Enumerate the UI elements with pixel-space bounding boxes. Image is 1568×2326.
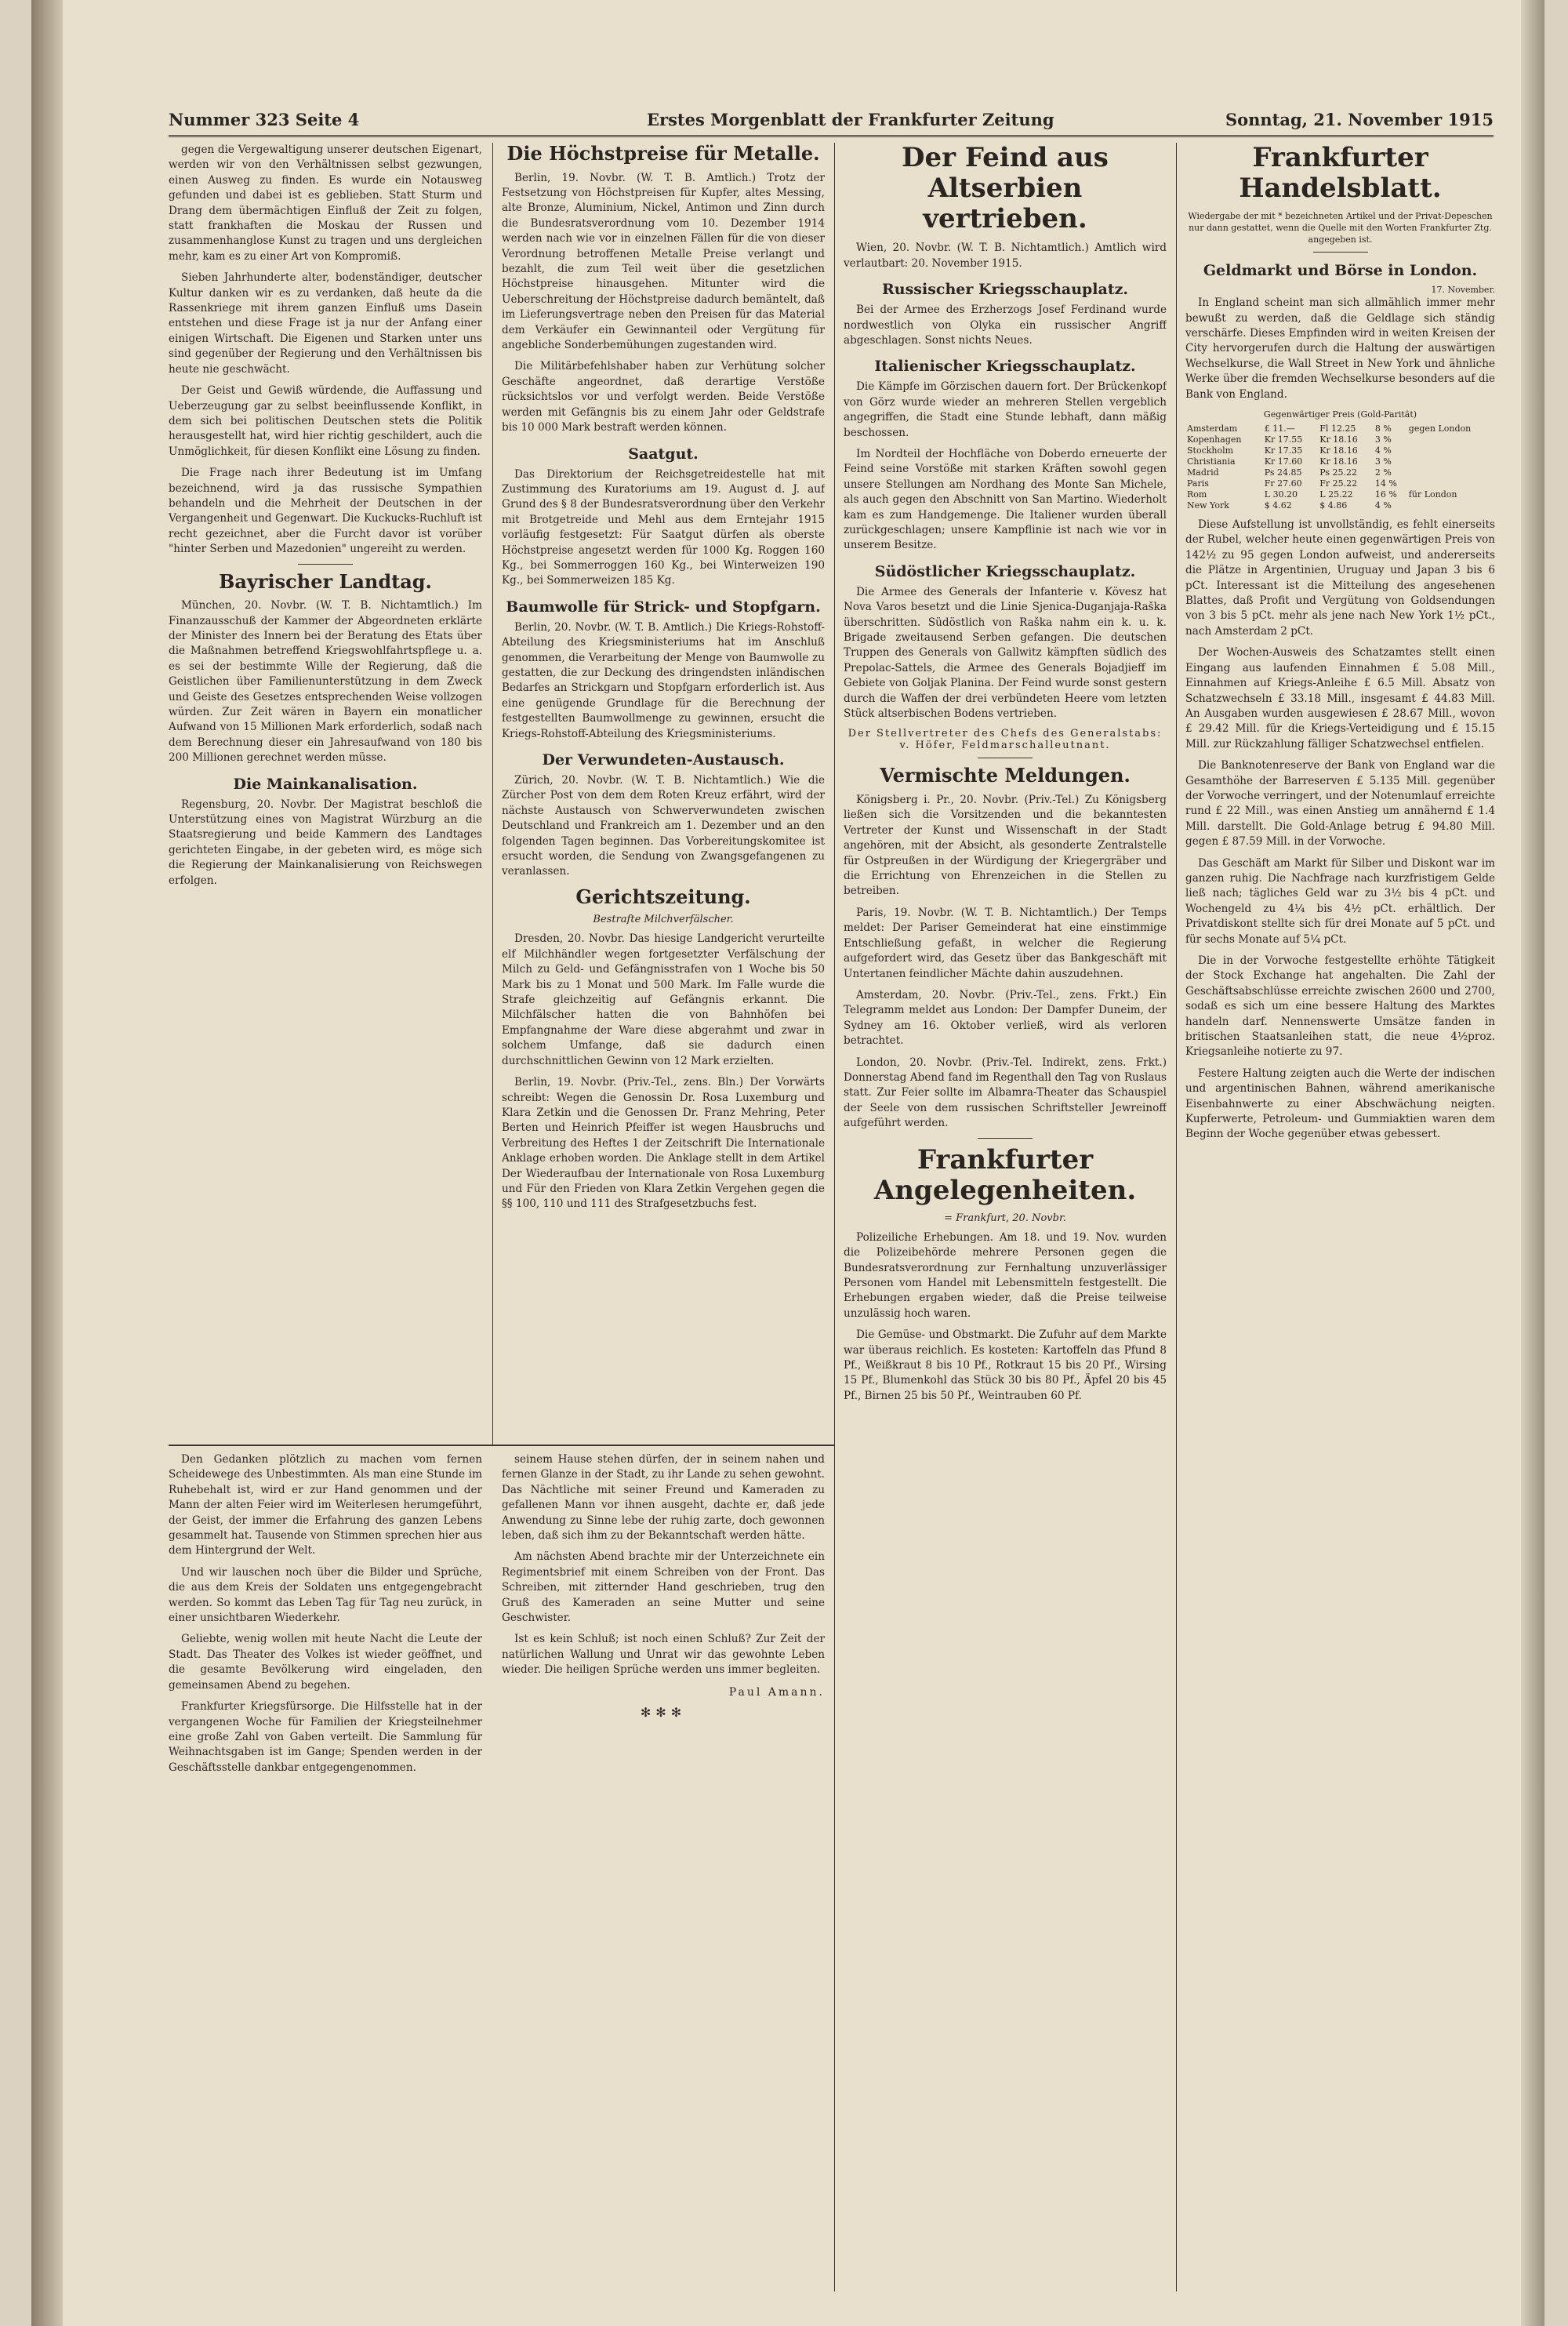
article-paragraph: Die Kämpfe im Görzischen dauern fort. Der Brückenkopf von Görz wurde wieder an mehreren Stellen vergeblich angegriffen, die Stadt eine Stunde lebhaft, dann mäßig beschossen. (844, 380, 1167, 439)
table-cell-b: Kr 18.16 (1319, 434, 1358, 445)
table-cell-b: $ 4.86 (1319, 500, 1348, 511)
headline-bavarian-landtag: Bayrischer Landtag. (219, 569, 432, 593)
dateline: = Frankfurt, 20. Novbr. (944, 1212, 1066, 1224)
section-divider (978, 1138, 1033, 1139)
article-paragraph: Sieben Jahrhunderte alter, bodenständiger, deutscher Kultur danken wir es zu verdanken, daß heute da die Rassenkriege mit ihrem ganzen Einfluß ums Dasein entstehen und diese Frage ist ja nur der Anfang einer einigen Wirtschaft. Die Eigenen und Starken unter uns sind gegenüber der Regierung und den Verhältnissen bis heute nie geschwächt. (169, 271, 482, 376)
feuilleton-rule (169, 1445, 835, 1446)
article-paragraph: Festere Haltung zeigten auch die Werte der indischen und argentinischen Bahnen, während amerikanische Eisenbahnwerte zu einer Abschwächung neigten. Kupferwerte, Petroleum- und Gummiaktien waren dem Beginn der Woche gegenüber etwas gebessert. (1185, 1067, 1495, 1141)
headline-main-canal: Die Mainkanalisation. (233, 775, 418, 793)
article-paragraph: seinem Hause stehen dürfen, der in seinem nahen und fernen Glanze in der Stadt, zu ihr Lande zu sehen gewohnt. Das Nächtliche mit seiner Freund und Kameraden zu gefallenen Mann vor ihnen ausgeht, dachte er, daß jede Anwendung zu Sinne lebe der ruhig zarte, doch gewonnen leben, daß sich ihm zu der Bekanntschaft werden hätte. (502, 1453, 825, 1543)
author-signature: Paul Amann. (728, 1685, 825, 1699)
table-cell-d (1407, 500, 1495, 511)
exchange-rates-table (1185, 423, 1495, 511)
article-paragraph: Im Nordteil der Hochfläche von Doberdo erneuerte der Feind seine Vorstöße mit starken Kräften sowohl gegen unsere Stellungen am Nordhang des Monte San Michele, als auch gegen den Abschnitt von San Martino. Wiederholt kam es zum Handgemenge. Die Italiener wurden überall zurückgeschlagen; unsere Kampflinie ist nach wie vor in unserem Besitze. (844, 447, 1167, 552)
table-cell-d (1407, 445, 1495, 456)
table-cell-c: 3 % (1374, 456, 1392, 467)
table-cell-place: Kopenhagen (1187, 434, 1242, 445)
dateline: 17. November. (1431, 285, 1495, 296)
article-paragraph: Die Frage nach ihrer Bedeutung ist im Umfang bezeichnend, wird ja das russische Sympathien behandeln und die Mehrheit der Deutschen in der Vergangenheit und Gegenwart. Die Kuckucks-Ruchluft ist recht gezeichnet, aber die Furcht davor ist vorüber "hinter Serben und Mazedonien" ungereiht zu werden. (169, 467, 482, 556)
article-paragraph: Der Geist und Gewiß würdende, die Auffassung und Ueberzeugung gar zu selbst beeinflussende Konflikt, in dem sich bei politischen Deutschen stets die Politik herausgestellt hat, wird hier richtig geschildert, auch die Unmöglichkeit, für diesen Konflikt eine Lösung zu finden. (169, 384, 482, 458)
column-1 (169, 143, 482, 1437)
table-cell-c: 16 % (1374, 489, 1397, 500)
article-paragraph: Wien, 20. Novbr. (W. T. B. Nichtamtlich.) Amtlich wird verlautbart: 20. November 1915. (844, 242, 1167, 270)
reprint-notice: Wiedergabe der mit * bezeichneten Artikel und der Privat-Depeschen nur dann gestattet, wenn die Quelle mit den Worten Frankfurter Ztg. angegeben ist. (1188, 211, 1493, 245)
table-row (1185, 445, 1495, 456)
newspaper-page (31, 0, 1544, 2326)
article-paragraph: Paris, 19. Novbr. (W. T. B. Nichtamtlich.) Der Temps meldet: Der Pariser Gemeinderat hat eine einstimmige Entschließung gefaßt, in welcher die Regierung aufgefordert wird, das Gesetz über das Bankgeschäft mit Untertanen feindlicher Mächte dahin auszudehnen. (844, 906, 1167, 980)
headline-southeast-front: Südöstlicher Kriegsschauplatz. (874, 562, 1136, 580)
article-paragraph: Dresden, 20. Novbr. Das hiesige Landgericht verurteilte elf Milchhändler wegen fortgesetzter Verfälschung der Milch zu Geld- und Gefängnisstrafen von 1 Woche bis 50 Mark bis zu 1 Monat und 500 Mark. Im Falle wurde die Strafe gleichzeitig auf Gefängnis erkannt. Die Milchfälscher hatten die von Bahnhöfen bei Empfangnahme der Ware diese abgerahmt und zwar in solchem Umfange, daß sie dadurch einen durchschnittlichen Gewinn von 12 Mark erzielten. (502, 932, 825, 1067)
headline-italian-front: Italienischer Kriegsschauplatz. (874, 358, 1136, 376)
headline-russian-front: Russischer Kriegsschauplatz. (881, 281, 1129, 299)
article-paragraph: Das Geschäft am Markt für Silber und Diskont war im ganzen ruhig. Die Nachfrage nach kurzfristigem Gelde ließ nach; tägliches Geld war zu 3½ bis 4 pCt. und Wochengeld zu 4¼ bis 4½ pCt. erhältlich. Der Privatdiskont stellte sich für drei Monate auf 5 pCt. und für sechs Monate auf 5¼ pCt. (1185, 856, 1495, 946)
article-paragraph: Königsberg i. Pr., 20. Novbr. (Priv.-Tel.) Zu Königsberg ließen sich die Vorsitzenden und die bekanntesten Vertreter der Kunst und Wissenschaft in der Stadt angehören, mit der Absicht, als gesonderte Zentralstelle für Ostpreußen in der Würdigung der Kriegergräber und die Errichtung von Ehrenzeichen in die Stellen zu betreiben. (844, 794, 1167, 898)
table-cell-a: Ps 24.85 (1264, 467, 1302, 478)
table-row (1185, 500, 1495, 511)
article-paragraph: Am nächsten Abend brachte mir der Unterzeichnete ein Regimentsbrief mit einem Schreiben von der Front. Das Schreiben, mit zitternder Hand geschrieben, trug den Gruß des Kameraden an seine Mutter und seine Geschwister. (502, 1550, 825, 1625)
headline-trade-section: Frankfurter Handelsblatt. (1239, 143, 1442, 205)
article-paragraph: Frankfurter Kriegsfürsorge. Die Hilfsstelle hat in der vergangenen Woche für Familien der Kriegsteilnehmer eine große Zahl von Gaben verteilt. Die Sammlung für Weihnachtsgaben ist im Gange; Spenden werden in der Geschäftsstelle dankbar entgegengenommen. (169, 1700, 482, 1774)
signoff: Der Stellvertreter des Chefs des Generalstabs: v. Höfer, Feldmarschalleutnant. (848, 728, 1163, 752)
article-paragraph: Berlin, 19. Novbr. (W. T. B. Amtlich.) Trotz der Festsetzung von Höchstpreisen für Kupfer, altes Messing, alte Bronze, Aluminium, Nickel, Antimon und Zinn durch die Bundesratsverordnung vom 10. Dezember 1914 werden nach wie vor in einzelnen Fällen für die von dieser Verordnung betroffenen Metalle Preise verlangt und bezahlt, die zum Teil weit über die gesetzlichen Höchstpreise hinausgehen. Mitunter wird die Ueberschreitung der Höchstpreise dadurch bemäntelt, daß im Lieferungsvertrage neben den Preisen für das Material dem Verkäufer ein Gewinnanteil oder Vergütung für angebliche Sonderbemühungen zugestanden wird. (502, 171, 825, 352)
headline-metal-prices: Die Höchstpreise für Metalle. (506, 143, 820, 165)
subheadline: Bestrafte Milchverfälscher. (593, 914, 734, 926)
feuilleton-left (169, 1452, 482, 2276)
table-cell-b: Fr 25.22 (1319, 478, 1358, 489)
article-paragraph: Die Gemüse- und Obstmarkt. Die Zufuhr auf dem Markte war überaus reichlich. Es kosteten: Kartoffeln das Pfund 8 Pf., Weißkraut 8 bis 10 Pf., Rotkraut 15 bis 20 Pf., Wirsing 15 Pf., Blumenkohl das Stück 30 bis 80 Pf., Äpfel 20 bis 45 Pf., Birnen 25 bis 50 Pf., Weintrauben 60 Pf. (844, 1328, 1167, 1402)
table-cell-place: Amsterdam (1187, 423, 1238, 434)
table-row (1185, 423, 1495, 434)
table-cell-a: Kr 17.35 (1264, 445, 1303, 456)
table-cell-a: £ 11.— (1264, 423, 1295, 434)
table-cell-place: Rom (1187, 489, 1207, 500)
table-cell-place: Christiania (1187, 456, 1236, 467)
column-rule (492, 143, 493, 1445)
article-paragraph: Geliebte, wenig wollen mit heute Nacht die Leute der Stadt. Das Theater des Volkes ist wieder geöffnet, und die gesamte Bevölkerung wird eingeladen, den gemeinsamen Abend zu begehen. (169, 1633, 482, 1692)
article-paragraph: Zürich, 20. Novbr. (W. T. B. Nichtamtlich.) Wie die Zürcher Post von dem dem Roten Kreuz erfährt, wird der nächste Austausch von Schwerverwundeten zwischen Deutschland und Frankreich am 1. Dezember und an den folgenden Tagen beginnen. Das Vorbereitungskomitee ist ersucht worden, die Sendung von Zwangsgefangenen zu veranlassen. (502, 774, 825, 878)
page-edge (1521, 0, 1544, 2326)
headline-cotton: Baumwolle für Strick- und Stopfgarn. (506, 598, 821, 616)
ornament-stars: ✻✻✻ (640, 1704, 687, 1720)
table-caption: Gegenwärtiger Preis (Gold-Parität) (1263, 409, 1417, 420)
table-cell-b: Fl 12.25 (1319, 423, 1356, 434)
headline-court-news: Gerichtszeitung. (575, 885, 751, 908)
table-cell-d: für London (1408, 489, 1457, 500)
article-paragraph: Diese Aufstellung ist unvollständig, es fehlt einerseits der Rubel, welcher heute einen gegenwärtigen Preis von 142½ zu 95 gegen London aufweist, und andererseits die Plätze in Argentinien, Uruguay und Japan 3 bis 6 pCt. Interessant ist die Mitteilung des angesehenen Blattes, daß Profit und Vergütung von Goldsendungen von 3 bis 5 pCt. mehr als jene nach New York 1½ pCt., nach Amsterdam 2 pCt. (1185, 518, 1495, 638)
table-row (1185, 489, 1495, 500)
section-divider (298, 564, 353, 565)
column-rule (1176, 143, 1177, 2291)
table-cell-b: Kr 18.16 (1319, 456, 1358, 467)
article-paragraph: Polizeiliche Erhebungen. Am 18. und 19. Nov. wurden die Polizeibehörde mehrere Personen gegen die Bundesratsverordnung zur Fernhaltung unzuverlässiger Personen vom Handel mit Lebensmitteln festgestellt. Die Erhebungen ergaben wieder, daß die Preise teilweise unzulässig hoch waren. (844, 1230, 1167, 1320)
article-paragraph: Regensburg, 20. Novbr. Der Magistrat beschloß die Unterstützung eines von Magistrat Würzburg an die Staatsregierung und beide Kammern des Landtages gerichteten Eingabe, in der gebeten wird, es möge sich die Regierung der Mainkanalisierung von Reichswegen erfolgen. (169, 798, 482, 887)
table-cell-b: Kr 18.16 (1319, 445, 1358, 456)
table-cell-c: 8 % (1374, 423, 1392, 434)
issue-date: Sonntag, 21. November 1915 (1225, 110, 1494, 129)
column-3 (844, 143, 1167, 2276)
table-cell-a: Fr 27.60 (1264, 478, 1302, 489)
table-row (1185, 467, 1495, 478)
article-paragraph: Ist es kein Schluß; ist noch einen Schluß? Zur Zeit der natürlichen Wallung und Unrat wir das gewohnte Leben wieder. Die heiligen Sprüche werden uns immer begleiten. (502, 1633, 825, 1677)
table-cell-d: gegen London (1408, 423, 1472, 434)
table-cell-b: Ps 25.22 (1319, 467, 1358, 478)
table-cell-d (1407, 456, 1495, 467)
table-cell-c: 4 % (1374, 445, 1392, 456)
table-cell-c: 14 % (1374, 478, 1397, 489)
article-paragraph: Amsterdam, 20. Novbr. (Priv.-Tel., zens. Frkt.) Ein Telegramm meldet aus London: Der Dampfer Duneim, der Sydney am 16. Oktober verließ, wird als verloren betrachtet. (844, 988, 1167, 1048)
binding-edge (31, 0, 63, 2326)
article-paragraph: München, 20. Novbr. (W. T. B. Nichtamtlich.) Im Finanzausschuß der Kammer der Abgeordneten erklärte der Minister des Innern bei der Beratung des Etats über die Maßnahmen betreffend Kriegswohlfahrtspflege u. a. es sei der bestimmte Wille der Regierung, daß die Geistlichen über Familienunterstützung in dem Zweck und Geiste des Gesetzes entsprechenden Weise vollzogen würden. Zur Zeit wären in Bayern ein monatlicher Aufwand von 15 Millionen Mark erforderlich, sodaß nach dem Berechnung dieser ein Jahresaufwand von 180 bis 200 Millionen gerechnet werden müsse. (169, 599, 482, 765)
newspaper-title: Erstes Morgenblatt der Frankfurter Zeitung (647, 110, 1054, 129)
column-2 (502, 143, 825, 1437)
masthead (169, 110, 1494, 137)
article-paragraph: Den Gedanken plötzlich zu machen vom fernen Scheidewege des Unbestimmten. Als man eine Stunde im Ruhebehalt ist, wird er zur Hand genommen und der Mann der alten Feier wird im Weiterlesen herumgeführt, der Geist, der immer die Erfahrung des ganzen Lebens gesammelt hat. Tausende von Stimmen sprechen hier aus dem Hintergrund der Welt. (169, 1453, 482, 1557)
article-paragraph: Der Wochen-Ausweis des Schatzamtes stellt einen Eingang aus laufenden Einnahmen £ 5.08 Mill., Einnahmen auf Kriegs-Anleihe £ 6.5 Mill. Absatz von Schatzwechseln £ 33.18 Mill., insgesamt £ 44.83 Mill. An Ausgaben wurden ausgewiesen £ 28.67 Mill., wovon £ 29.42 Mill. für die Kriegs-Verteidigung und £ 15.15 Mill. zur Rückzahlung fälliger Schatzwechsel entfielen. (1185, 646, 1495, 750)
article-paragraph: Und wir lauschen noch über die Bilder und Sprüche, die aus dem Kreis der Soldaten uns entgegengebracht werden. So kommt das Leben Tag für Tag neu zurück, in einer unsichtbaren Wiederkehr. (169, 1565, 482, 1625)
table-cell-a: L 30.20 (1264, 489, 1298, 500)
table-cell-a: Kr 17.60 (1264, 456, 1303, 467)
table-cell-a: $ 4.62 (1264, 500, 1292, 511)
article-paragraph: Die Militärbefehlshaber haben zur Verhütung solcher Geschäfte angeordnet, daß derartige Verstöße rücksichtslos vor und verfolgt werden. Beide Verstöße werden mit Gefängnis bis zu einem Jahr oder Geldstrafe bis 10 000 Mark bestraft werden können. (502, 360, 825, 434)
table-cell-c: 4 % (1374, 500, 1392, 511)
headline-wounded-exchange: Der Verwundeten-Austausch. (542, 751, 785, 769)
article-paragraph: In England scheint man sich allmählich immer mehr bewußt zu werden, daß die Geldlage sich ständig verschärfe. Dieses Empfinden wird in weiten Kreisen der City hervorgerufen durch die Haltung der auswärtigen Wechselkurse, die Wall Street in New York und ähnliche Werke über die fremden Wechselkurse besonders auf die Bank von England. (1185, 296, 1495, 401)
headline-seed: Saatgut. (628, 445, 699, 463)
article-paragraph: Das Direktorium der Reichsgetreidestelle hat mit Zustimmung des Kuratoriums am 19. August d. J. auf Grund des § 8 der Bundesratsverordnung über den Verkehr mit Brotgetreide und Mehl aus dem Erntejahr 1915 vorläufig festgesetzt: Für Saatgut dürfen als oberste Höchstpreise angesetzt werden für 1000 Kg. Roggen 160 Kg., bei Sommerroggen 160 Kg., bei Winterweizen 190 Kg., bei Sommerweizen 185 Kg. (502, 467, 825, 587)
table-cell-d (1407, 434, 1495, 445)
table-cell-place: New York (1187, 500, 1229, 511)
article-paragraph: gegen die Vergewaltigung unserer deutschen Eigenart, werden wir von den Verhältnissen selbst gezwungen, einen Ausweg zu finden. Es wurde ein Notausweg gefunden und dabei ist es geblieben. Statt Sturm und Drang dem übermächtigen Einfluß der Zeit zu folgen, statt frankhaften die Moskau der Russen und zusammenhanglose Kunst zu tragen und uns dergleichen mehr, kam es zu einer Art von Kompromiß. (169, 144, 482, 263)
table-cell-a: Kr 17.55 (1264, 434, 1303, 445)
article-paragraph: Die Armee des Generals der Infanterie v. Kövesz hat Nova Varos besetzt und die Linie Sjenica-Duganjaja-Raška überschritten. Südöstlich von Raška nahm ein k. u. k. Brigade zweitausend Serben gefangen. Die deutschen Truppen des Generals von Gallwitz kämpften südlich des Prepolac-Sattels, die Armee des Generals Bojadjieff im Gebiete von Goljak Planina. Der Feind wurde sonst gestern durch die Waffen der drei verbündeten Heere vom letzten Stück altserbischen Bodens vertrieben. (844, 585, 1167, 721)
article-paragraph: Bei der Armee des Erzherzogs Josef Ferdinand wurde nordwestlich von Olyka ein russischer Angriff abgeschlagen. Sonst nichts Neues. (844, 303, 1167, 347)
headline-london-money-market: Geldmarkt und Börse in London. (1203, 262, 1478, 280)
table-cell-c: 2 % (1374, 467, 1392, 478)
article-paragraph: Die in der Vorwoche festgestellte erhöhte Tätigkeit der Stock Exchange hat angehalten. Die Zahl der Geschäftsabschlüsse erreichte zwischen 2600 und 2700, sodaß es sich um eine bessere Haltung des Marktes handeln darf. Nennenswerte Umsätze fanden in britischen Staatsanleihen statt, die neue 4½proz. Kriegsanleihe notierte zu 97. (1185, 954, 1495, 1059)
headline-frankfurt-affairs: Frankfurter Angelegenheiten. (873, 1143, 1137, 1206)
feuilleton-right (502, 1452, 825, 2276)
table-row (1185, 456, 1495, 467)
table-cell-c: 3 % (1374, 434, 1392, 445)
headline-mixed-reports: Vermischte Meldungen. (880, 764, 1131, 787)
table-row (1185, 434, 1495, 445)
section-divider (1313, 252, 1368, 253)
table-cell-place: Stockholm (1187, 445, 1234, 456)
table-cell-b: L 25.22 (1319, 489, 1353, 500)
table-cell-place: Paris (1187, 478, 1209, 489)
table-cell-d (1407, 467, 1495, 478)
article-paragraph: Die Banknotenreserve der Bank von England war die Gesamthöhe der Barreserven £ 5.135 Mill. gegenüber der Vorwoche verringert, und der Notenumlauf erreichte rund £ 22 Mill., was einen Anstieg um annähernd £ 1.4 Mill. darstellt. Die Gold-Anlage betrug £ 94.80 Mill. gegen £ 87.59 Mill. in der Vorwoche. (1185, 759, 1495, 849)
table-row (1185, 478, 1495, 489)
article-paragraph: Berlin, 20. Novbr. (W. T. B. Amtlich.) Die Kriegs-Rohstoff-Abteilung des Kriegsministeriums hat im Anschluß genommen, die Verarbeitung der Menge von Baumwolle zu gestatten, die zur Deckung des dringendsten inländischen Bedarfes an Strickgarn und Stopfgarn erforderlich ist. Aus eine genügende Grundlage für die Berechnung der festgestellten Baumwollmenge zu gewinnen, ersucht die Kriegs-Rohstoff-Abteilung des Kriegsministeriums. (502, 620, 825, 740)
article-paragraph: Berlin, 19. Novbr. (Priv.-Tel., zens. Bln.) Der Vorwärts schreibt: Wegen die Genossin Dr. Rosa Luxemburg und Klara Zetkin und die Genossen Dr. Franz Mehring, Peter Berten und Heinrich Pfeiffer ist wegen Hausbruchs und Verbreitung des Heftes 1 der Zeitschrift Die Internationale Anklage erhoben worden. Die Anklage stellt in dem Artikel Der Wiederaufbau der Internationale von Rosa Luxemburg und Für den Frieden von Klara Zetkin Vergehen gegen die §§ 100, 110 und 111 des Strafgesetzbuchs fest. (502, 1076, 825, 1211)
table-cell-place: Madrid (1187, 467, 1219, 478)
headline-enemy-expelled: Der Feind aus Altserbien vertrieben. (902, 143, 1109, 235)
column-4 (1185, 143, 1495, 2276)
article-paragraph: London, 20. Novbr. (Priv.-Tel. Indirekt, zens. Frkt.) Donnerstag Abend fand im Regenthall den Tag von Ruslaus statt. Zur Feier sollte im Albamra-Theater das Schauspiel der Seele von dem russischen Schriftsteller Jewreinoff aufgeführt werden. (844, 1056, 1167, 1130)
table-cell-d (1407, 478, 1495, 489)
issue-number: Nummer 323 Seite 4 (169, 110, 360, 129)
column-rule (834, 143, 835, 2291)
